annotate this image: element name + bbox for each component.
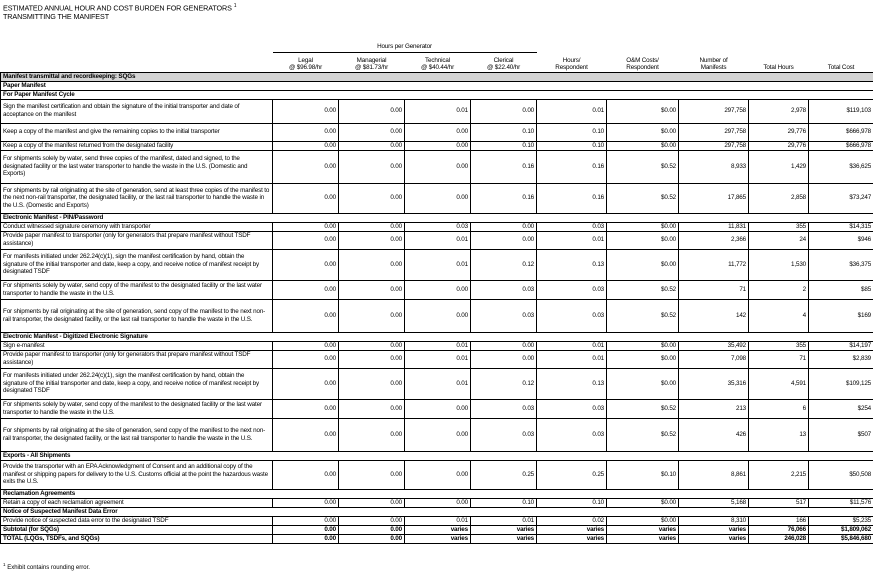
clerical-hours-cell: 0.10 (471, 498, 537, 507)
table-row (1, 460, 873, 489)
col-managerial: Managerial @ $81.73/hr (354, 56, 389, 72)
activity-description: For shipments solely by water, send three copies of the manifest, dated and signed, to the designated facility or the last water transporter to handle the waste in the U.S. (Domestic and Exports) (1, 150, 273, 183)
om-cost-per-respondent-cell: $0.00 (607, 341, 679, 350)
legal-hours-cell: 0.00 (273, 525, 339, 534)
activity-description: Sign e-manifest (1, 341, 273, 350)
subsection-header-row (1, 489, 873, 498)
total-cost-cell: $946 (809, 231, 873, 249)
legal-hours-cell: 0.00 (273, 231, 339, 249)
technical-hours-cell: 0.00 (405, 280, 471, 299)
footnote: $^1$ Exhibit contains rounding error. (3, 562, 90, 571)
technical-hours-cell: 0.01 (405, 368, 471, 399)
legal-hours-cell: 0.00 (273, 341, 339, 350)
managerial-hours-cell: 0.00 (339, 249, 405, 280)
total-row (1, 525, 873, 534)
technical-hours-cell: 0.00 (405, 460, 471, 489)
om-cost-per-respondent-cell: $0.00 (607, 99, 679, 123)
managerial-hours-cell: 0.00 (339, 399, 405, 418)
col-number-of-manifests: Number of Manifests (699, 56, 728, 72)
legal-hours-cell: 0.00 (273, 399, 339, 418)
hours-per-respondent-cell: 0.03 (537, 399, 607, 418)
clerical-hours-cell: 0.16 (471, 150, 537, 183)
number-of-manifests-cell: 71 (679, 280, 749, 299)
table-row (1, 341, 873, 350)
hours-per-respondent-cell: 0.01 (537, 231, 607, 249)
clerical-hours-cell: 0.00 (471, 341, 537, 350)
om-cost-per-respondent-cell: $0.10 (607, 460, 679, 489)
col-total-hours: Total Hours (763, 64, 794, 72)
technical-hours-cell: 0.01 (405, 350, 471, 368)
clerical-hours-cell: 0.25 (471, 460, 537, 489)
total-hours-cell: 1,429 (749, 150, 809, 183)
hours-per-respondent-cell: 0.10 (537, 141, 607, 150)
clerical-hours-cell: 0.00 (471, 99, 537, 123)
number-of-manifests-cell: 11,831 (679, 222, 749, 231)
hours-per-respondent-cell: 0.13 (537, 249, 607, 280)
total-cost-cell: $119,103 (809, 99, 873, 123)
legal-hours-cell: 0.00 (273, 534, 339, 543)
total-hours-cell: 2 (749, 280, 809, 299)
managerial-hours-cell: 0.00 (339, 123, 405, 141)
number-of-manifests-cell: 11,772 (679, 249, 749, 280)
table-row (1, 183, 873, 213)
technical-hours-cell: 0.01 (405, 341, 471, 350)
total-hours-cell: 4,591 (749, 368, 809, 399)
total-cost-cell: $50,508 (809, 460, 873, 489)
number-of-manifests-cell: varies (679, 534, 749, 543)
clerical-hours-cell: 0.12 (471, 368, 537, 399)
section-label: For Paper Manifest Cycle (1, 90, 873, 99)
table-row (1, 99, 873, 123)
total-hours-cell: 76,066 (749, 525, 809, 534)
managerial-hours-cell: 0.00 (339, 150, 405, 183)
hours-per-respondent-cell: 0.03 (537, 280, 607, 299)
om-cost-per-respondent-cell: varies (607, 525, 679, 534)
hours-per-respondent-cell: 0.13 (537, 368, 607, 399)
om-cost-per-respondent-cell: $0.00 (607, 123, 679, 141)
legal-hours-cell: 0.00 (273, 368, 339, 399)
total-cost-cell: $109,125 (809, 368, 873, 399)
number-of-manifests-cell: 7,098 (679, 350, 749, 368)
legal-hours-cell: 0.00 (273, 141, 339, 150)
total-cost-cell: $14,315 (809, 222, 873, 231)
technical-hours-cell: varies (405, 525, 471, 534)
title-line-1: ESTIMATED ANNUAL HOUR AND COST BURDEN FOR GENERATORS $^1$ (3, 3, 237, 13)
subsection-header-row (1, 451, 873, 460)
total-cost-cell: $36,375 (809, 249, 873, 280)
total-cost-cell: $254 (809, 399, 873, 418)
hours-per-respondent-cell: 0.03 (537, 418, 607, 451)
clerical-hours-cell: 0.01 (471, 516, 537, 525)
om-cost-per-respondent-cell: $0.00 (607, 516, 679, 525)
header-group-row (1, 43, 873, 52)
number-of-manifests-cell: 8,861 (679, 460, 749, 489)
col-clerical: Clerical @ $22.40/hr (486, 56, 521, 72)
total-cost-cell: $507 (809, 418, 873, 451)
total-hours-cell: 29,776 (749, 141, 809, 150)
legal-hours-cell: 0.00 (273, 249, 339, 280)
managerial-hours-cell: 0.00 (339, 222, 405, 231)
number-of-manifests-cell: 8,933 (679, 150, 749, 183)
activity-description: Sign the manifest certification and obtain the signature of the initial transporter and date of acceptance on the manifest (1, 99, 273, 123)
clerical-hours-cell: 0.10 (471, 123, 537, 141)
activity-description: Provide paper manifest to transporter (only for generators that prepare manifest without TSDF assistance) (1, 350, 273, 368)
om-cost-per-respondent-cell: $0.52 (607, 183, 679, 213)
header-column-row (1, 52, 873, 72)
number-of-manifests-cell: 142 (679, 299, 749, 332)
number-of-manifests-cell: 2,366 (679, 231, 749, 249)
col-om-costs: O&M Costs/ Respondent (626, 56, 659, 72)
clerical-hours-cell: 0.16 (471, 183, 537, 213)
om-cost-per-respondent-cell: $0.00 (607, 498, 679, 507)
total-hours-cell: 2,858 (749, 183, 809, 213)
document-title (3, 2, 236, 21)
technical-hours-cell: 0.01 (405, 249, 471, 280)
subsection-header-row (1, 90, 873, 99)
total-hours-cell: 13 (749, 418, 809, 451)
table-row (1, 516, 873, 525)
section-label: Notice of Suspected Manifest Data Error (1, 507, 873, 516)
hours-per-generator-label: Hours per Generator (273, 43, 537, 52)
total-cost-cell: $169 (809, 299, 873, 332)
total-hours-cell: 246,028 (749, 534, 809, 543)
total-hours-cell: 24 (749, 231, 809, 249)
activity-description: For manifests initiated under 262.24(c)(1), sign the manifest certification by hand, obtain the signature of the initial transporter and date, keep a copy, and receive notice of manifest receipt by designated TSDF (1, 249, 273, 280)
table-row (1, 150, 873, 183)
clerical-hours-cell: 0.00 (471, 222, 537, 231)
total-hours-cell: 2,215 (749, 460, 809, 489)
total-cost-cell: $2,839 (809, 350, 873, 368)
total-hours-cell: 1,530 (749, 249, 809, 280)
total-hours-cell: 517 (749, 498, 809, 507)
number-of-manifests-cell: 17,865 (679, 183, 749, 213)
number-of-manifests-cell: 35,492 (679, 341, 749, 350)
hours-per-respondent-cell: varies (537, 525, 607, 534)
number-of-manifests-cell: 213 (679, 399, 749, 418)
total-cost-cell: $14,197 (809, 341, 873, 350)
hours-per-respondent-cell: 0.03 (537, 299, 607, 332)
number-of-manifests-cell: 297,758 (679, 141, 749, 150)
activity-description: For manifests initiated under 262.24(c)(1), sign the manifest certification by hand, obtain the signature of the initial transporter and date, keep a copy, and receive notice of manifest receipt by designated TSDF (1, 368, 273, 399)
managerial-hours-cell: 0.00 (339, 460, 405, 489)
subsection-header-row (1, 81, 873, 90)
managerial-hours-cell: 0.00 (339, 516, 405, 525)
total-cost-cell: $666,978 (809, 123, 873, 141)
activity-description: Subtotal (for SQGs) (1, 525, 273, 534)
total-hours-cell: 2,978 (749, 99, 809, 123)
legal-hours-cell: 0.00 (273, 350, 339, 368)
managerial-hours-cell: 0.00 (339, 525, 405, 534)
technical-hours-cell: 0.00 (405, 399, 471, 418)
total-hours-cell: 4 (749, 299, 809, 332)
number-of-manifests-cell: 5,168 (679, 498, 749, 507)
table-row (1, 399, 873, 418)
clerical-hours-cell: 0.03 (471, 280, 537, 299)
section-label: Exports - All Shipments (1, 451, 873, 460)
table-row (1, 222, 873, 231)
om-cost-per-respondent-cell: $0.52 (607, 299, 679, 332)
table-row (1, 418, 873, 451)
number-of-manifests-cell: 8,310 (679, 516, 749, 525)
section-label: Electronic Manifest - Digitized Electronic Signature (1, 332, 873, 341)
total-cost-cell: $36,625 (809, 150, 873, 183)
clerical-hours-cell: 0.03 (471, 418, 537, 451)
activity-description: Retain a copy of each reclamation agreement (1, 498, 273, 507)
subsection-header-row (1, 507, 873, 516)
legal-hours-cell: 0.00 (273, 280, 339, 299)
table-body (1, 72, 873, 543)
title-line-2: TRANSMITTING THE MANIFEST (3, 12, 109, 22)
managerial-hours-cell: 0.00 (339, 341, 405, 350)
activity-description: TOTAL (LQGs, TSDFs, and SQGs) (1, 534, 273, 543)
managerial-hours-cell: 0.00 (339, 534, 405, 543)
legal-hours-cell: 0.00 (273, 222, 339, 231)
activity-description: Provide the transporter with an EPA Acknowledgment of Consent and an additional copy of the manifest or shipping papers for delivery to the U.S. Customs official at the point the hazardous waste exits the U.S. (1, 460, 273, 489)
table-row (1, 280, 873, 299)
section-label: Paper Manifest (1, 81, 873, 90)
total-hours-cell: 355 (749, 222, 809, 231)
hours-per-respondent-cell: 0.02 (537, 516, 607, 525)
legal-hours-cell: 0.00 (273, 183, 339, 213)
table-row (1, 498, 873, 507)
technical-hours-cell: 0.00 (405, 183, 471, 213)
activity-description: For shipments by rail originating at the site of generation, send copy of the manifest to the next non-rail transporter, the designated facility, or the last rail transporter to handle the waste in the U.S. (1, 418, 273, 451)
total-cost-cell: $85 (809, 280, 873, 299)
clerical-hours-cell: 0.00 (471, 350, 537, 368)
total-cost-cell: $666,978 (809, 141, 873, 150)
hours-per-respondent-cell: 0.25 (537, 460, 607, 489)
managerial-hours-cell: 0.00 (339, 231, 405, 249)
hours-per-respondent-cell: 0.16 (537, 150, 607, 183)
technical-hours-cell: 0.00 (405, 299, 471, 332)
om-cost-per-respondent-cell: $0.00 (607, 222, 679, 231)
technical-hours-cell: 0.00 (405, 498, 471, 507)
hours-per-respondent-cell: 0.16 (537, 183, 607, 213)
table-row (1, 231, 873, 249)
activity-description: Provide paper manifest to transporter (only for generators that prepare manifest without TSDF assistance) (1, 231, 273, 249)
table-row (1, 368, 873, 399)
section-label: Reclamation Agreements (1, 489, 873, 498)
technical-hours-cell: varies (405, 534, 471, 543)
hours-per-respondent-cell: 0.01 (537, 99, 607, 123)
activity-description: For shipments by rail originating at the site of generation, send at least three copies of the manifest to the next non-rail transporter, the designated facility, or the last rail transporter to handle the waste in the U.S. (Domestic and Exports) (1, 183, 273, 213)
number-of-manifests-cell: 297,758 (679, 99, 749, 123)
om-cost-per-respondent-cell: $0.52 (607, 280, 679, 299)
total-hours-cell: 29,776 (749, 123, 809, 141)
number-of-manifests-cell: 426 (679, 418, 749, 451)
total-cost-cell: $5,235 (809, 516, 873, 525)
activity-description: Conduct witnessed signature ceremony with transporter (1, 222, 273, 231)
col-total-cost: Total Cost (827, 64, 855, 72)
section-header-row (1, 72, 873, 81)
technical-hours-cell: 0.01 (405, 99, 471, 123)
subsection-header-row (1, 332, 873, 341)
clerical-hours-cell: varies (471, 525, 537, 534)
section-label: Electronic Manifest - PIN/Password (1, 213, 873, 222)
clerical-hours-cell: 0.03 (471, 299, 537, 332)
om-cost-per-respondent-cell: $0.00 (607, 141, 679, 150)
managerial-hours-cell: 0.00 (339, 299, 405, 332)
table-row (1, 299, 873, 332)
total-cost-cell: $1,809,062 (809, 525, 873, 534)
activity-description: Provide notice of suspected data error to the designated TSDF (1, 516, 273, 525)
technical-hours-cell: 0.03 (405, 222, 471, 231)
technical-hours-cell: 0.00 (405, 150, 471, 183)
col-legal: Legal @ $96.98/hr (288, 56, 323, 72)
technical-hours-cell: 0.01 (405, 231, 471, 249)
table-row (1, 123, 873, 141)
om-cost-per-respondent-cell: $0.52 (607, 399, 679, 418)
managerial-hours-cell: 0.00 (339, 141, 405, 150)
activity-description: For shipments by rail originating at the site of generation, send copy of the manifest to the next non-rail transporter, the designated facility, or the last rail transporter to handle the waste in the U.S. (1, 299, 273, 332)
number-of-manifests-cell: 297,758 (679, 123, 749, 141)
technical-hours-cell: 0.00 (405, 141, 471, 150)
hours-per-respondent-cell: 0.01 (537, 350, 607, 368)
hours-per-respondent-cell: 0.03 (537, 222, 607, 231)
activity-description: Keep a copy of the manifest returned from the designated facility (1, 141, 273, 150)
burden-table (0, 43, 873, 544)
number-of-manifests-cell: varies (679, 525, 749, 534)
activity-description: For shipments solely by water, send copy of the manifest to the designated facility or the last water transporter to handle the waste in the U.S. (1, 280, 273, 299)
managerial-hours-cell: 0.00 (339, 99, 405, 123)
number-of-manifests-cell: 35,316 (679, 368, 749, 399)
clerical-hours-cell: 0.00 (471, 231, 537, 249)
om-cost-per-respondent-cell: $0.52 (607, 150, 679, 183)
legal-hours-cell: 0.00 (273, 150, 339, 183)
legal-hours-cell: 0.00 (273, 498, 339, 507)
total-cost-cell: $5,846,680 (809, 534, 873, 543)
technical-hours-cell: 0.00 (405, 418, 471, 451)
managerial-hours-cell: 0.00 (339, 368, 405, 399)
clerical-hours-cell: 0.12 (471, 249, 537, 280)
clerical-hours-cell: 0.10 (471, 141, 537, 150)
clerical-hours-cell: varies (471, 534, 537, 543)
om-cost-per-respondent-cell: $0.00 (607, 249, 679, 280)
total-cost-cell: $73,247 (809, 183, 873, 213)
technical-hours-cell: 0.01 (405, 516, 471, 525)
legal-hours-cell: 0.00 (273, 418, 339, 451)
managerial-hours-cell: 0.00 (339, 418, 405, 451)
managerial-hours-cell: 0.00 (339, 498, 405, 507)
hours-per-respondent-cell: 0.01 (537, 341, 607, 350)
om-cost-per-respondent-cell: $0.00 (607, 368, 679, 399)
legal-hours-cell: 0.00 (273, 516, 339, 525)
activity-description: Keep a copy of the manifest and give the remaining copies to the initial transporter (1, 123, 273, 141)
om-cost-per-respondent-cell: varies (607, 534, 679, 543)
managerial-hours-cell: 0.00 (339, 350, 405, 368)
legal-hours-cell: 0.00 (273, 460, 339, 489)
legal-hours-cell: 0.00 (273, 123, 339, 141)
total-hours-cell: 355 (749, 341, 809, 350)
col-technical: Technical @ $40.44/hr (420, 56, 455, 72)
total-hours-cell: 71 (749, 350, 809, 368)
col-hours-respondent: Hours/ Respondent (555, 56, 588, 72)
hours-per-respondent-cell: varies (537, 534, 607, 543)
section-label: Manifest transmittal and recordkeeping: SQGs (1, 72, 873, 81)
total-hours-cell: 6 (749, 399, 809, 418)
clerical-hours-cell: 0.03 (471, 399, 537, 418)
table-row (1, 141, 873, 150)
hours-per-respondent-cell: 0.10 (537, 498, 607, 507)
hours-per-respondent-cell: 0.10 (537, 123, 607, 141)
om-cost-per-respondent-cell: $0.00 (607, 350, 679, 368)
total-cost-cell: $11,576 (809, 498, 873, 507)
legal-hours-cell: 0.00 (273, 99, 339, 123)
legal-hours-cell: 0.00 (273, 299, 339, 332)
table-row (1, 249, 873, 280)
technical-hours-cell: 0.00 (405, 123, 471, 141)
om-cost-per-respondent-cell: $0.00 (607, 231, 679, 249)
om-cost-per-respondent-cell: $0.52 (607, 418, 679, 451)
total-row (1, 534, 873, 543)
table-row (1, 350, 873, 368)
managerial-hours-cell: 0.00 (339, 280, 405, 299)
subsection-header-row (1, 213, 873, 222)
total-hours-cell: 166 (749, 516, 809, 525)
managerial-hours-cell: 0.00 (339, 183, 405, 213)
activity-description: For shipments solely by water, send copy of the manifest to the designated facility or the last water transporter to handle the waste in the U.S. (1, 399, 273, 418)
